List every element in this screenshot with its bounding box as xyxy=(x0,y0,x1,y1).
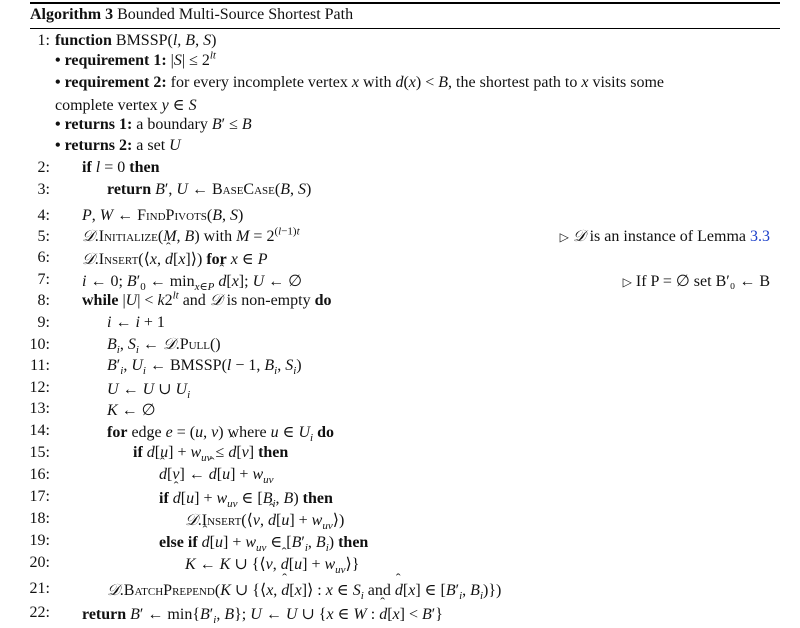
header-rule xyxy=(30,28,780,29)
algo-line-16: 16: ˆ d[v] ← ˆ $d[u] + w_{uv}$ xyxy=(0,466,800,487)
lemma-link[interactable]: 3.3 xyxy=(750,228,770,245)
line-number: 1: xyxy=(37,32,50,49)
algo-line-12: 12: U ← U ∪ $U_i$ xyxy=(29,379,191,402)
algo-line-15: 15: if ˆ $d[u] + w_{uv}$ ≤ ˆ d[v] then xyxy=(0,444,800,465)
algo-line-5: 5: 𝒟.Initialize(M, B) with $M = 2^{(l-1)t}$ ▷ 𝒟 is an instance of Lemma 3.3 xyxy=(37,225,770,245)
top-rule xyxy=(30,2,780,4)
algo-line-3: 3: return B′, U ← BaseCase(B, S) xyxy=(37,181,312,198)
algo-line-18: 18: 𝒟.Insert(⟨v, ˆ $d[u] + w_{uv}⟩$) xyxy=(0,510,800,531)
requirement-1: • requirement 1: $|S| \le 2^{lt}$ xyxy=(55,49,216,69)
algo-line-6: 6: 𝒟.Insert(⟨x, ˆ d[x]⟩) for x ∈ P xyxy=(0,249,800,270)
requirement-2-cont: complete vertex y ∈ S xyxy=(55,97,197,114)
algorithm-label: Algorithm 3 xyxy=(30,6,114,23)
algo-line-22: 22: return B′ ← $\min\{B'_i$, B}; U ← U ∪ {x ∈ W : ˆ d[x] < B′} xyxy=(0,604,800,625)
algo-line-21: 21: 𝒟.BatchPrepend(K ∪ {⟨x, ˆ d[x]⟩ : x ∈ $S_i$ and ˆ d[x] ∈ [$B'_i$, $B_i$)}) xyxy=(0,580,800,601)
algo-line-8: 8: while $|U| < k2^{lt}$ and 𝒟 is non-empty do xyxy=(37,289,332,309)
algo-line-2: 2: if l = 0 then xyxy=(37,159,160,176)
algorithm-header xyxy=(30,6,353,24)
algo-line-9: 9: i ← i + 1 xyxy=(37,314,165,331)
returns-1: • returns 1: a boundary B′ ≤ B xyxy=(55,116,252,133)
requirement-2: • requirement 2: for every incomplete vertex x with d(x) < B, the shortest path to x visits some xyxy=(55,74,665,91)
algo-line-13: 13: K ← ∅ xyxy=(29,400,156,419)
algo-line-11: 11: $B'_i$, $U_i$ ← BMSSP(l − 1, $B_i$, $S_i$) xyxy=(30,357,302,378)
algorithm-title: Bounded Multi-Source Shortest Path xyxy=(117,6,354,23)
comment-line-5: ▷ 𝒟 is an instance of Lemma 3.3 xyxy=(559,228,770,245)
algo-line-4: 4: P, W ← FindPivots(B, S) xyxy=(37,207,244,224)
algo-line-17: 17: if ˆ $d[u] + w_{uv}$ ∈ [$B_i$, B) then xyxy=(0,488,800,509)
algo-line-20: 20: K ← K ∪ {⟨v, ˆ $d[u] + w_{uv}⟩$} xyxy=(0,554,800,575)
algo-line-10: 10: $B_i$, $S_i$ ← 𝒟.Pull() xyxy=(29,336,221,357)
algo-line-7: 7: i ← 0; $B'_0$ ← $\min_{x\in P}$ ˆ d[x]; U ← ∅ ▷ If P = ∅ set B′₀ ← B xyxy=(0,271,800,292)
algo-line-19: 19: else if ˆ $d[u] + w_{uv}$ ∈ [$B'_i$, $B_i$) then xyxy=(0,532,800,553)
returns-2: • returns 2: a set U xyxy=(55,137,181,154)
algo-line-1: 1: function BMSSP(l, B, S) xyxy=(0,32,800,53)
algo-line-14: 14: for edge e = (u, v) where u ∈ $U_i$ do xyxy=(29,422,335,445)
comment-line-7: ▷ If P = ∅ set B′₀ ← B xyxy=(622,273,770,290)
